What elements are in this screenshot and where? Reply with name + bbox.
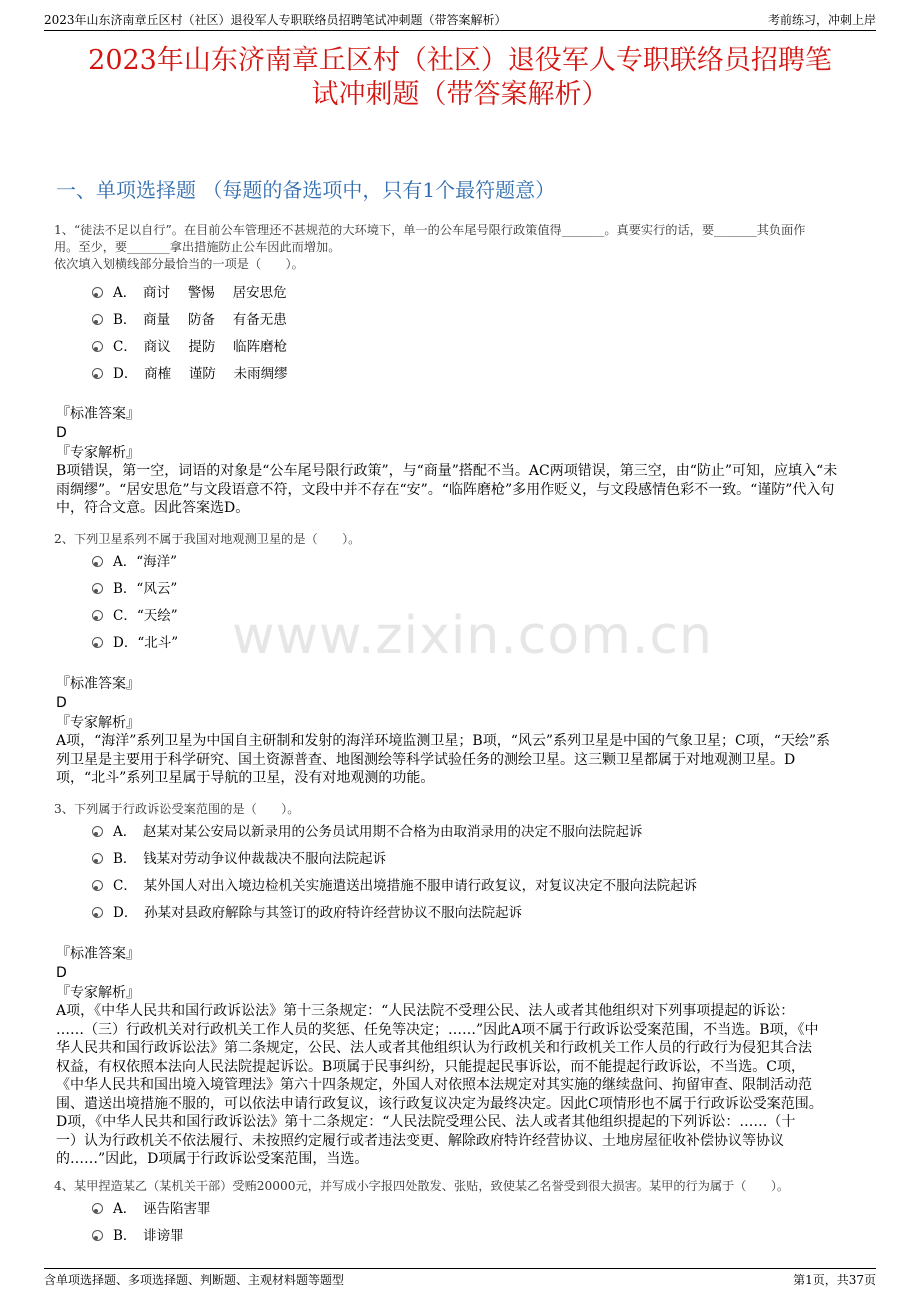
- radio-icon[interactable]: [92, 610, 103, 621]
- radio-icon[interactable]: [92, 826, 103, 837]
- q2-analysis: [56, 732, 868, 788]
- radio-icon[interactable]: [92, 583, 103, 594]
- option-label: A． 赵某对某公安局以新录用的公务员试用期不合格为由取消录用的决定不服向法院起诉: [113, 824, 643, 840]
- stem-line: 依次填入划横线部分最恰当的一项是（ ）。: [54, 257, 304, 271]
- analysis-line: 项，“北斗”系列卫星属于导航的卫星，没有对地观测的功能。: [56, 770, 435, 786]
- analysis-line: B项错误，第一空，词语的对象是“公车尾号限行政策”，与“商量”搭配不当。AC两项错误，第三空，由“防止”可知，应填入“未: [56, 463, 838, 479]
- stem-line: 3、下列属于行政诉讼受案范围的是（ ）。: [54, 802, 300, 816]
- analysis-line: D项，《中华人民共和国行政诉讼法》第十二条规定：“人民法院受理公民、法人或者其他组织提起的下列诉讼：……（十: [56, 1114, 796, 1130]
- q1-option-a[interactable]: [92, 284, 287, 302]
- q2-answer: D: [56, 695, 67, 711]
- option-label: A． 商讨 警惕 居安思危: [113, 285, 287, 301]
- option-label: C． 某外国人对出入境边检机关实施遣送出境措施不服申请行政复议，对复议决定不服向法院起诉: [113, 878, 698, 894]
- answer-label: 『标准答案』: [56, 946, 140, 962]
- option-label: C．“天绘”: [113, 608, 178, 624]
- option-label: D． 孙某对县政府解除与其签订的政府特许经营协议不服向法院起诉: [113, 905, 523, 921]
- q3-option-c[interactable]: [92, 877, 697, 895]
- q1-answer: D: [56, 425, 67, 441]
- option-label: D． 商榷 谨防 未雨绸缪: [113, 366, 288, 382]
- q1-option-c[interactable]: [92, 338, 287, 356]
- question-3-stem: [54, 801, 880, 818]
- option-label: B．“风云”: [113, 581, 178, 597]
- analysis-line: 一）认为行政机关不依法履行、未按照约定履行或者违法变更、解除政府特许经营协议、土地房屋征收补偿协议等协议: [56, 1132, 784, 1149]
- option-label: A．“海洋”: [113, 554, 178, 570]
- q2-option-a[interactable]: [92, 553, 177, 571]
- q1-option-b[interactable]: [92, 311, 287, 329]
- page-number: 第1页，共37页: [793, 1273, 876, 1287]
- radio-icon[interactable]: [92, 907, 103, 918]
- q3-option-b[interactable]: [92, 850, 386, 868]
- analysis-label: 『专家解析』: [56, 445, 140, 461]
- radio-icon[interactable]: [92, 368, 103, 379]
- option-label: C． 商议 提防 临阵磨枪: [113, 339, 288, 355]
- stem-line: 2、下列卫星系列不属于我国对地观测卫星的是（ ）。: [54, 532, 361, 546]
- section-heading: 一、单项选择题 （每题的备选项中，只有1个最符题意）: [56, 178, 556, 202]
- question-4-stem: [54, 1178, 880, 1195]
- option-label: B． 商量 防备 有备无患: [113, 312, 287, 328]
- q1-option-d[interactable]: [92, 365, 288, 383]
- answer-label: 『标准答案』: [56, 676, 140, 692]
- analysis-line: 权益，有权依照本法向人民法院提起诉讼。B项属于民事纠纷，只能提起民事诉讼，而不能提起行政诉讼，不当选。C项，: [56, 1058, 805, 1075]
- radio-icon[interactable]: [92, 556, 103, 567]
- radio-icon[interactable]: [92, 1203, 103, 1214]
- radio-icon[interactable]: [92, 314, 103, 325]
- page-footer: [44, 1268, 876, 1289]
- analysis-line: ……（三）行政机关对行政机关工作人员的奖惩、任免等决定；……”因此A项不属于行政诉讼受案范围，不当选。B项，《中: [56, 1021, 819, 1038]
- analysis-line: 中，符合文意。因此答案选D。: [56, 500, 250, 516]
- page-header: [44, 10, 876, 31]
- analysis-label: 『专家解析』: [56, 715, 140, 731]
- stem-line: 1、“徒法不足以自行”。在目前公车管理还不甚规范的大环境下，单一的公车尾号限行政策值得_______。真要实行的话，要_______其负面作: [54, 223, 806, 237]
- radio-icon[interactable]: [92, 341, 103, 352]
- question-2-stem: [54, 531, 880, 548]
- footer-note: 含单项选择题、多项选择题、判断题、主观材料题等题型: [44, 1273, 345, 1287]
- q4-option-a[interactable]: [92, 1200, 211, 1218]
- q3-option-d[interactable]: [92, 904, 522, 922]
- analysis-label: 『专家解析』: [56, 985, 140, 1001]
- analysis-line: 《中华人民共和国出境入境管理法》第六十四条规定，外国人对依照本法规定对其实施的继续盘问、拘留审查、限制活动范: [56, 1077, 812, 1093]
- title-line-2: 试冲刺题（带答案解析）: [311, 79, 609, 110]
- radio-icon[interactable]: [92, 637, 103, 648]
- q2-option-c[interactable]: [92, 607, 178, 625]
- analysis-line: 的……”因此，D项属于行政诉讼受案范围，当选。: [56, 1151, 369, 1167]
- analysis-line: 华人民共和国行政诉讼法》第二条规定，公民、法人或者其他组织认为行政机关和行政机关工作人员的行政行为侵犯其合法: [56, 1040, 812, 1056]
- analysis-line: A项，“海洋”系列卫星为中国自主研制和发射的海洋环境监测卫星；B项，“风云”系列卫星是中国的气象卫星；C项，“天绘”系: [56, 733, 831, 749]
- document-title: [44, 44, 876, 112]
- radio-icon[interactable]: [92, 853, 103, 864]
- q3-analysis: [56, 1002, 868, 1169]
- q1-analysis: [56, 462, 868, 518]
- q2-option-d[interactable]: [92, 634, 178, 652]
- title-line-1: 2023年山东济南章丘区村（社区）退役军人专职联络员招聘笔: [88, 45, 832, 76]
- analysis-line: A项，《中华人民共和国行政诉讼法》第十三条规定：“人民法院不受理公民、法人或者其他组织对下列事项提起的诉讼：: [56, 1003, 795, 1019]
- option-label: A． 诬告陷害罪: [113, 1201, 211, 1217]
- q2-option-b[interactable]: [92, 580, 177, 598]
- watermark: www.zixin.com.cn: [232, 606, 713, 666]
- analysis-line: 雨绸缪”。“居安思危”与文段语意不符，文段中并不存在“安”。“临阵磨枪”多用作贬义，与文段感情色彩不一致。“谨防”代入句: [56, 481, 835, 498]
- question-1-stem: [54, 222, 880, 273]
- option-label: B． 钱某对劳动争议仲裁裁决不服向法院起诉: [113, 851, 387, 867]
- analysis-line: 围、遣送出境措施不服的，可以依法申请行政复议，该行政复议决定为最终决定。因此C项情形也不属于行政诉讼受案范围。: [56, 1095, 823, 1112]
- analysis-line: 列卫星是主要用于科学研究、国土资源普查、地图测绘等科学试验任务的测绘卫星。这三颗卫星都属于对地观测卫星。D: [56, 751, 796, 768]
- option-label: D．“北斗”: [113, 635, 179, 651]
- stem-line: 4、某甲捏造某乙（某机关干部）受贿20000元，并写成小字报四处散发、张贴，致使某乙名誉受到很大损害。某甲的行为属于（ ）。: [54, 1179, 790, 1193]
- header-slogan: 考前练习，冲刺上岸: [767, 13, 876, 27]
- header-doc-title: 2023年山东济南章丘区村（社区）退役军人专职联络员招聘笔试冲刺题（带答案解析）: [44, 13, 507, 27]
- radio-icon[interactable]: [92, 287, 103, 298]
- q3-answer: D: [56, 965, 67, 981]
- option-label: B． 诽谤罪: [113, 1228, 184, 1244]
- radio-icon[interactable]: [92, 880, 103, 891]
- radio-icon[interactable]: [92, 1230, 103, 1241]
- answer-label: 『标准答案』: [56, 406, 140, 422]
- stem-line: 用。至少，要_______拿出措施防止公车因此而增加。: [54, 240, 341, 254]
- q3-option-a[interactable]: [92, 823, 643, 841]
- q4-option-b[interactable]: [92, 1227, 184, 1245]
